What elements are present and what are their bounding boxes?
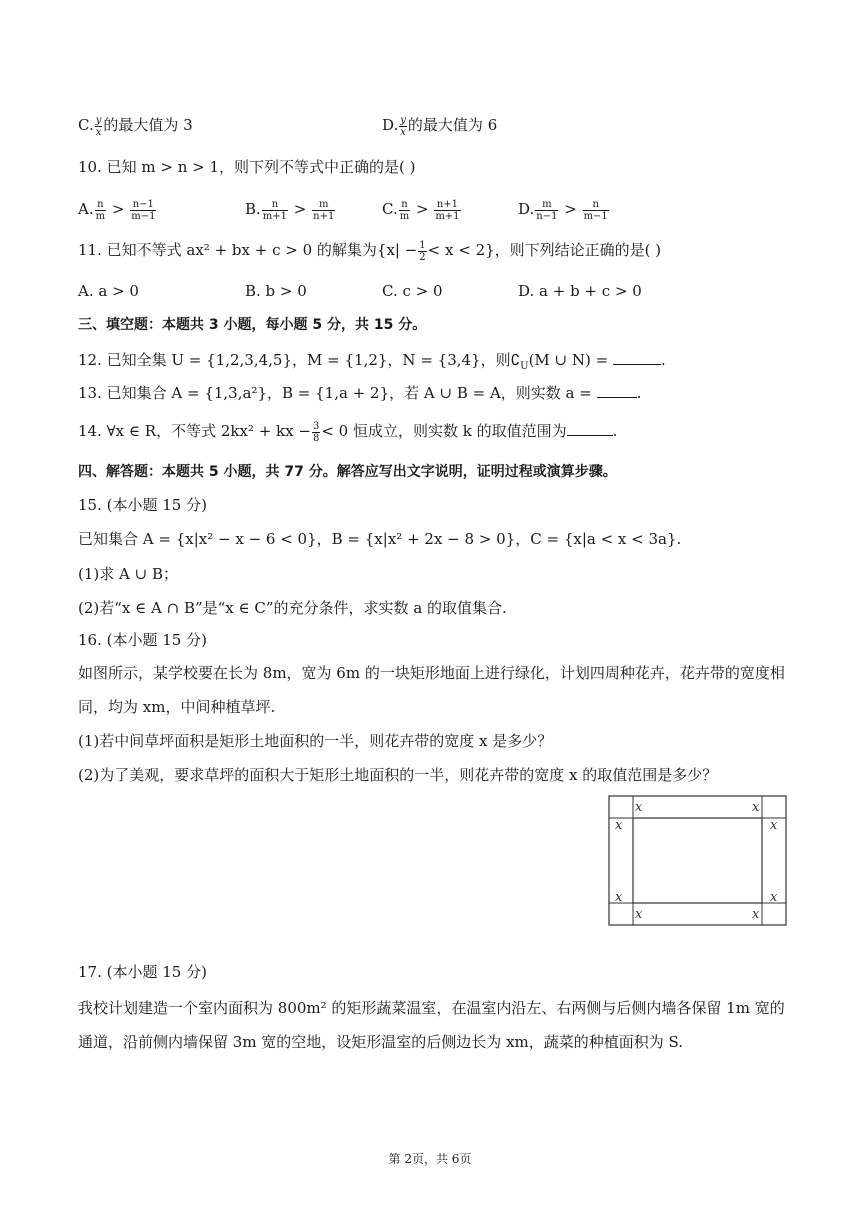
- q17-header: 17. (本小题 15 分): [78, 963, 207, 981]
- option-label: C.: [78, 116, 94, 134]
- stem-part: 11. 已知不等式 ax² + bx + c > 0 的解集为{x| −: [78, 241, 418, 259]
- q11-option-c: C. c > 0: [382, 282, 443, 300]
- answer-blank[interactable]: [613, 350, 661, 365]
- operator: >: [559, 200, 582, 218]
- frac-num: m: [312, 199, 335, 211]
- q10-option: [382, 198, 462, 222]
- option-label: D.: [382, 116, 399, 134]
- fraction: [312, 421, 320, 444]
- width-label: x: [635, 907, 643, 922]
- frac-den: n−1: [536, 210, 558, 222]
- operator: >: [107, 200, 130, 218]
- width-label: x: [752, 800, 760, 815]
- frac-num: n: [262, 199, 288, 211]
- frac-num: y: [95, 114, 102, 126]
- frac-num: n+1: [434, 199, 460, 211]
- width-label: x: [615, 818, 623, 833]
- width-label: x: [635, 800, 643, 815]
- q13-text: 13. 已知集合 A = {1,3,a²}，B = {1,a + 2}，若 A ∪ B = A，则实数 a =: [78, 384, 597, 402]
- q10-option: [518, 198, 610, 222]
- q12: [78, 349, 666, 378]
- fraction: [434, 199, 460, 222]
- fraction: [95, 199, 106, 222]
- frac-den: m: [399, 210, 410, 222]
- width-label: x: [752, 907, 760, 922]
- q14-text: < 0 恒成立，则实数 k 的取值范围为: [321, 422, 567, 440]
- q16-header: 16. (本小题 15 分): [78, 631, 207, 649]
- q16-line4: (2)为了美观，要求草坪的面积大于矩形土地面积的一半，则花卉带的宽度 x 的取值范围是多少？: [78, 766, 718, 784]
- frac-den: m−1: [583, 210, 608, 222]
- q11-option-a: A. a > 0: [78, 282, 139, 300]
- q10-option: [78, 198, 157, 222]
- frac-den: m+1: [435, 210, 460, 222]
- fraction: [130, 199, 156, 222]
- frac-num: m: [535, 199, 558, 211]
- q12-end: .: [660, 351, 666, 369]
- flower-bed-diagram: [608, 795, 788, 927]
- frac-num: n: [583, 199, 609, 211]
- q12-text: 12. 已知全集 U = {1,2,3,4,5}，M = {1,2}，N = {3,4}，则∁: [78, 351, 521, 369]
- fraction: [418, 240, 426, 263]
- answer-blank[interactable]: [597, 383, 637, 398]
- section-4-heading: 四、解答题：本题共 5 小题，共 77 分。解答应写出文字说明，证明过程或演算步骤。: [78, 464, 617, 480]
- outer-rect: [609, 796, 786, 925]
- fraction: [535, 199, 558, 222]
- q11-option-d: D. a + b + c > 0: [518, 282, 642, 300]
- q16-line3: (1)若中间草坪面积是矩形土地面积的一半，则花卉带的宽度 x 是多少？: [78, 732, 553, 750]
- fraction: [583, 199, 609, 222]
- option-text: 的最大值为 3: [103, 116, 193, 134]
- q13: [78, 382, 641, 404]
- width-label: x: [770, 818, 778, 833]
- fraction: [262, 199, 288, 222]
- q15-line2: (1)求 A ∪ B；: [78, 565, 178, 583]
- q10-option: [245, 198, 336, 222]
- fraction: [399, 199, 410, 222]
- q9-option-c: [78, 114, 193, 138]
- section-3-heading: 三、填空题：本题共 3 小题，每小题 5 分，共 15 分。: [78, 317, 427, 333]
- q15-line3: (2)若“x ∈ A ∩ B”是“x ∈ C”的充分条件，求实数 a 的取值集合.: [78, 599, 507, 617]
- width-label: x: [770, 890, 778, 905]
- stem-part: < x < 2}，则下列结论正确的是( ): [427, 241, 662, 259]
- q15-line1: 已知集合 A = {x|x² − x − 6 < 0}，B = {x|x² + 2x − 8 > 0}，C = {x|a < x < 3a}.: [78, 530, 682, 548]
- frac-den: x: [95, 126, 102, 138]
- q16-line1: 如图所示，某学校要在长为 8m，宽为 6m 的一块矩形地面上进行绿化，计划四周种花卉，花卉带的宽度相: [78, 664, 785, 682]
- q17-line1: 我校计划建造一个室内面积为 800m² 的矩形蔬菜温室，在温室内沿左、右两侧与后侧内墙各保留 1m 宽的: [78, 999, 785, 1017]
- fraction: [399, 115, 407, 138]
- q15-header: 15. (本小题 15 分): [78, 496, 207, 514]
- q14-text: 14. ∀x ∈ R，不等式 2kx² + kx −: [78, 422, 311, 440]
- option-label: B.: [245, 200, 261, 218]
- q14: [78, 420, 617, 444]
- q16-line2: 同，均为 xm，中间种植草坪.: [78, 698, 276, 716]
- fraction: [312, 199, 335, 222]
- answer-blank[interactable]: [567, 421, 613, 436]
- operator: >: [289, 200, 312, 218]
- frac-den: m+1: [262, 210, 288, 222]
- frac-num: n: [399, 199, 410, 211]
- q10-stem: 10. 已知 m > n > 1，则下列不等式中正确的是( ): [78, 158, 416, 176]
- width-label: x: [615, 890, 623, 905]
- frac-den: x: [400, 126, 406, 138]
- q12-sub: U: [520, 361, 529, 372]
- frac-den: m−1: [131, 210, 156, 222]
- frac-den: 2: [419, 251, 426, 263]
- frac-num: n−1: [130, 199, 156, 211]
- frac-den: m: [95, 210, 106, 222]
- q14-end: .: [612, 422, 618, 440]
- q11-option-b: B. b > 0: [245, 282, 307, 300]
- option-label: A.: [78, 200, 94, 218]
- option-label: C.: [382, 200, 398, 218]
- q17-line2: 通道，沿前侧内墙保留 3m 宽的空地，设矩形温室的后侧边长为 xm，蔬菜的种植面积为 S.: [78, 1033, 684, 1051]
- fraction: [95, 115, 103, 138]
- frac-den: n+1: [313, 210, 335, 222]
- q12-text2: (M ∪ N) =: [528, 351, 613, 369]
- frac-den: 8: [312, 432, 320, 444]
- operator: >: [411, 200, 434, 218]
- frac-num: n: [95, 199, 106, 211]
- frac-num: y: [400, 114, 406, 126]
- q13-end: .: [636, 384, 642, 402]
- option-text: 的最大值为 6: [407, 116, 498, 134]
- q11-stem: [78, 239, 661, 263]
- frac-num: 3: [312, 420, 320, 432]
- inner-rect: [633, 818, 762, 903]
- q9-option-d: [382, 114, 497, 138]
- frac-num: 1: [419, 239, 426, 251]
- option-label: D.: [518, 200, 535, 218]
- page-footer: 第 2页，共 6页: [388, 1152, 472, 1166]
